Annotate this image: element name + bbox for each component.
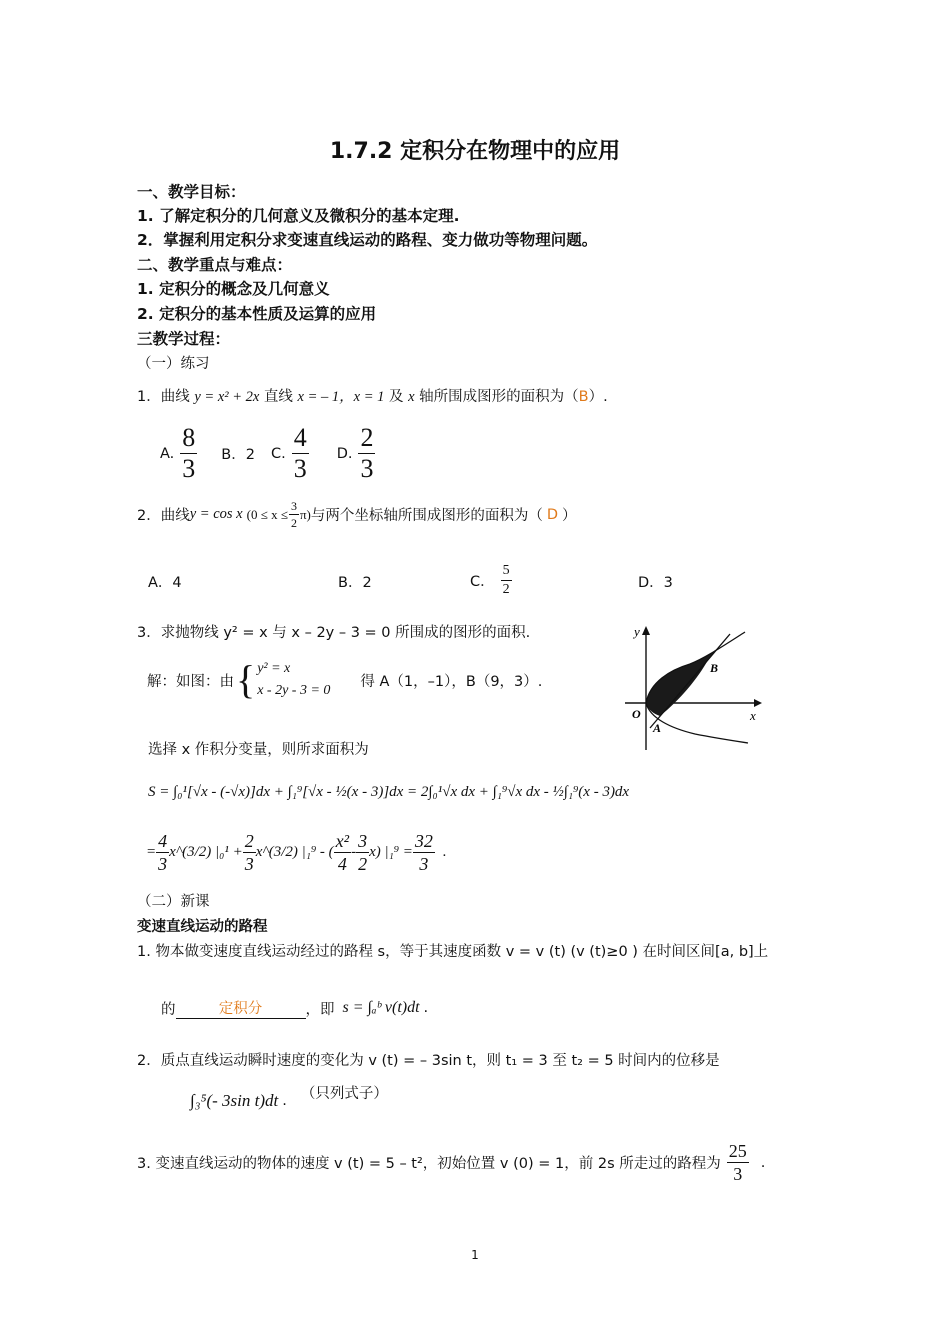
formula-1: S = ∫₀¹[√x - (-√x)]dx + ∫₁⁹[√x - ½(x - 3)]dx = 2∫₀¹√x dx + ∫₁⁹√x dx - ½∫₁⁹(x - 3)dx <box>148 784 630 800</box>
x-axis-arrow-icon <box>754 699 762 707</box>
key-heading: 二、教学重点与难点： <box>137 256 293 274</box>
page-title: 1.7.2 定积分在物理中的应用 <box>329 139 621 164</box>
formula-2: = $\frac{4}{3}$ x^(3/2) |₀¹ + $\frac{2}{3}$ x^(3/2) |₁⁹ - ( $\frac{\text{x²}}{4}$ - $\frac{3}{2}$ x) |₁⁹ = $\frac{32}{3}$ . <box>146 831 447 874</box>
solution-system: 解：如图：由 { y² = x x - 2y - 3 = 0 得 A（1，–1），B（9，3）. <box>147 657 543 702</box>
motion-p1-line2: 的 定积分 ，即 s = ∫ₐᵇ v(t)dt . <box>161 999 429 1018</box>
answer-definite-integral: 定积分 <box>218 1001 263 1017</box>
motion-heading: 变速直线运动的路程 <box>137 919 268 935</box>
graph-y-label: y <box>634 624 640 639</box>
question-1-options: A. $\frac{8}{3}$ B．2 C. $\frac{4}{3}$ D. $\frac{2}{3}$ <box>160 423 374 483</box>
motion-p2-formula: ∫₃⁵(- 3sin t)dt . （只列式子） <box>190 1086 388 1110</box>
graph-b-label: B <box>710 661 719 675</box>
answer-2: D <box>546 506 559 523</box>
graph-origin-label: O <box>632 707 641 721</box>
question-2: 2．曲线 y = cos x (0 ≤ x ≤ $\frac{3}{2}$ π) 与两个坐标轴所围成图形的面积为（ D ） <box>137 499 577 530</box>
question-1: 1．曲线 y = x² + 2x 直线 x = – 1，x = 1 及 x 轴所围成图形的面积为（B）. <box>137 389 608 405</box>
goal-2: 2．掌握利用定积分求变速直线运动的路程、变力做功等物理问题。 <box>137 231 598 249</box>
practice-heading: （一）练习 <box>137 356 210 372</box>
motion-p3: 3. 变速直线运动的物体的速度 v (t) = 5 – t²，初始位置 v (0) = 1，前 2s 所走过的路程为 $\frac{25}{3}$ . <box>137 1141 766 1184</box>
answer-1: B <box>578 389 589 405</box>
q2-option-c: C． $\frac{5}{2}$ <box>470 563 510 597</box>
y-axis-arrow-icon <box>642 626 650 635</box>
motion-p2: 2．质点直线运动瞬时速度的变化为 v (t) = – 3sin t，则 t₁ = 3 至 t₂ = 5 时间内的位移是 <box>137 1053 720 1069</box>
q2-option-b: B．2 <box>338 575 372 591</box>
question-3: 3．求抛物线 y² = x 与 x – 2y – 3 = 0 所围成的图形的面积. <box>137 625 531 641</box>
page-number: 1 <box>471 1248 479 1262</box>
choose-variable: 选择 x 作积分变量，则所求面积为 <box>148 742 369 758</box>
goals-heading: 一、教学目标： <box>137 183 246 201</box>
graph-x-label: x <box>750 708 756 723</box>
key-1: 1. 定积分的概念及几何意义 <box>137 280 330 298</box>
motion-p1: 1. 物本做变速度直线运动经过的路程 s，等于其速度函数 v = v (t) (v (t)≥0 ) 在时间区间[a, b]上 <box>137 944 769 960</box>
graph-a-label: A <box>653 721 662 735</box>
goal-1: 1. 了解定积分的几何意义及微积分的基本定理. <box>137 207 460 225</box>
new-lesson-heading: （二）新课 <box>137 894 210 910</box>
parabola-graph <box>620 620 770 755</box>
key-2: 2. 定积分的基本性质及运算的应用 <box>137 305 377 323</box>
process-heading: 三教学过程： <box>137 330 231 348</box>
q2-option-d: D．3 <box>638 575 673 591</box>
q2-option-a: A．4 <box>148 575 182 591</box>
